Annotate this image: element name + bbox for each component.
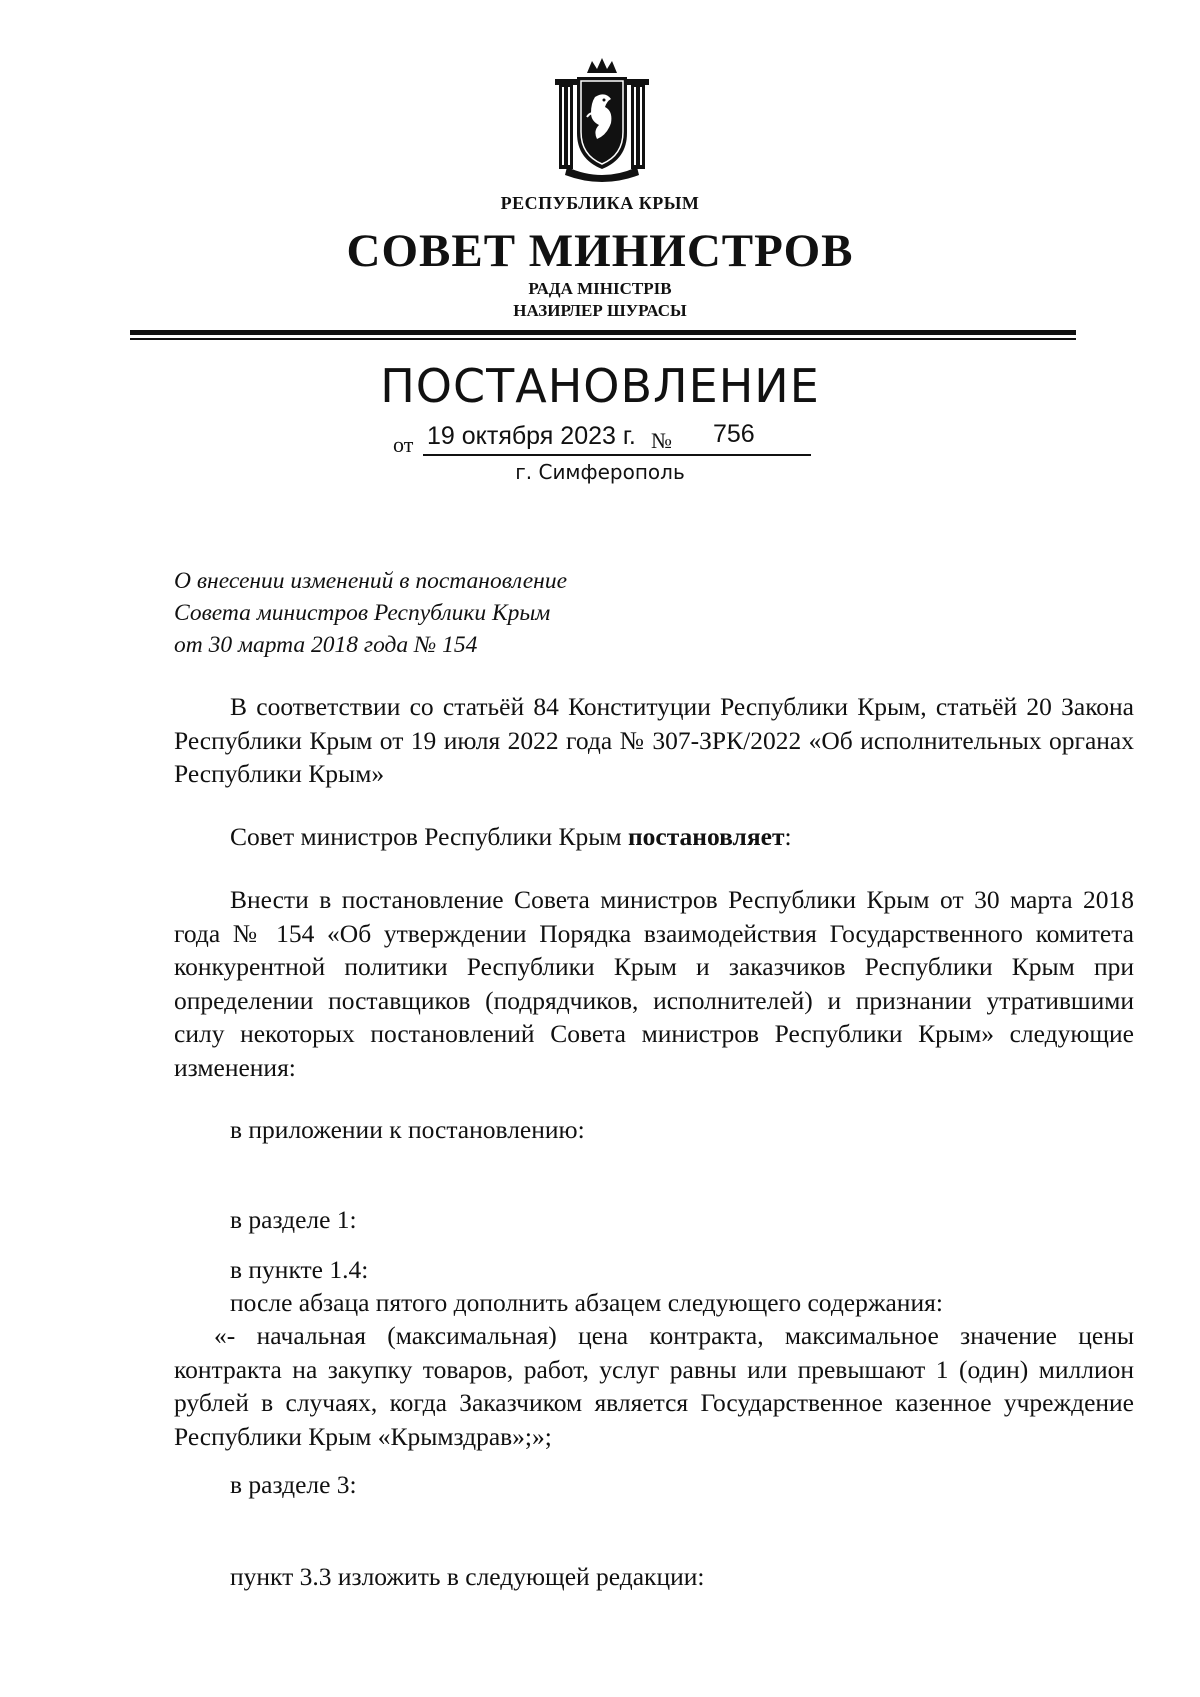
council-heading: СОВЕТ МИНИСТРОВ xyxy=(346,225,854,277)
resolve-text: Совет министров Республики Крым xyxy=(230,822,628,851)
subject-line: Совета министров Республики Крым xyxy=(174,600,551,626)
resolve-end: : xyxy=(784,822,792,851)
after-par5-paragraph: после абзаца пятого дополнить абзацем следующего содержания: xyxy=(230,1288,943,1317)
decree-number: 756 xyxy=(713,420,755,448)
new-par-paragraph: «- начальная (максимальная) цена контракта, максимальное значение цены контракта на закупку товаров, работ, услуг равны или превышают 1 (один) миллион рублей в случаях, когда Заказчиком является Государственное казенное учреждение Республики Крым «Крымздрав»;»; xyxy=(174,1321,1134,1451)
date-prefix: от xyxy=(393,432,414,457)
main-paragraph: Внести в постановление Совета министров Республики Крым от 30 марта 2018 года № 154 «Об утверждении Порядка взаимодействия Государственного комитета конкурентной политики Республики Крым и заказчиков Республики Крым при определении поставщиков (подрядчиков, исполнителей) и признании утратившими силу некоторых постановлений Совета министров Республики Крым» следующие изменения: xyxy=(174,885,1134,1082)
resolve-bold: постановляет xyxy=(627,822,785,851)
section3-paragraph: в разделе 3: xyxy=(230,1470,357,1499)
republic-heading: РЕСПУБЛИКА КРЫМ xyxy=(500,193,700,213)
section1-paragraph: в разделе 1: xyxy=(230,1205,357,1234)
subject-line: от 30 марта 2018 года № 154 xyxy=(174,632,478,658)
decree-city: г. Симферополь xyxy=(515,460,685,484)
decree-title: ПОСТАНОВЛЕНИЕ xyxy=(380,359,820,413)
decree-subject xyxy=(174,565,774,661)
header-divider-thick xyxy=(130,330,1076,335)
point33-paragraph: пункт 3.3 изложить в следующей редакции: xyxy=(230,1562,705,1591)
resolve-paragraph xyxy=(230,820,792,854)
council-heading-ukrainian: РАДА МІНІСТРІВ xyxy=(528,279,672,298)
subject-line: О внесении изменений в постановление xyxy=(174,568,568,594)
coat-of-arms-emblem xyxy=(547,55,657,185)
preamble-paragraph: В соответствии со статьёй 84 Конституции Республики Крым, статьёй 20 Закона Республики Крым от 19 июля 2022 года № 307-ЗРК/2022 «Об исполнительных органах Республики Крым» xyxy=(174,692,1134,788)
point14-paragraph: в пункте 1.4: xyxy=(230,1255,369,1284)
appendix-paragraph: в приложении к постановлению: xyxy=(230,1115,585,1144)
date-underline xyxy=(423,454,811,456)
decree-date-line xyxy=(393,420,813,456)
header-divider-thin xyxy=(130,338,1076,340)
number-label: № xyxy=(651,428,672,453)
decree-date: 19 октября 2023 г. xyxy=(427,422,636,450)
council-heading-crimean-tatar: НАЗИРЛЕР ШУРАСЫ xyxy=(513,301,687,320)
